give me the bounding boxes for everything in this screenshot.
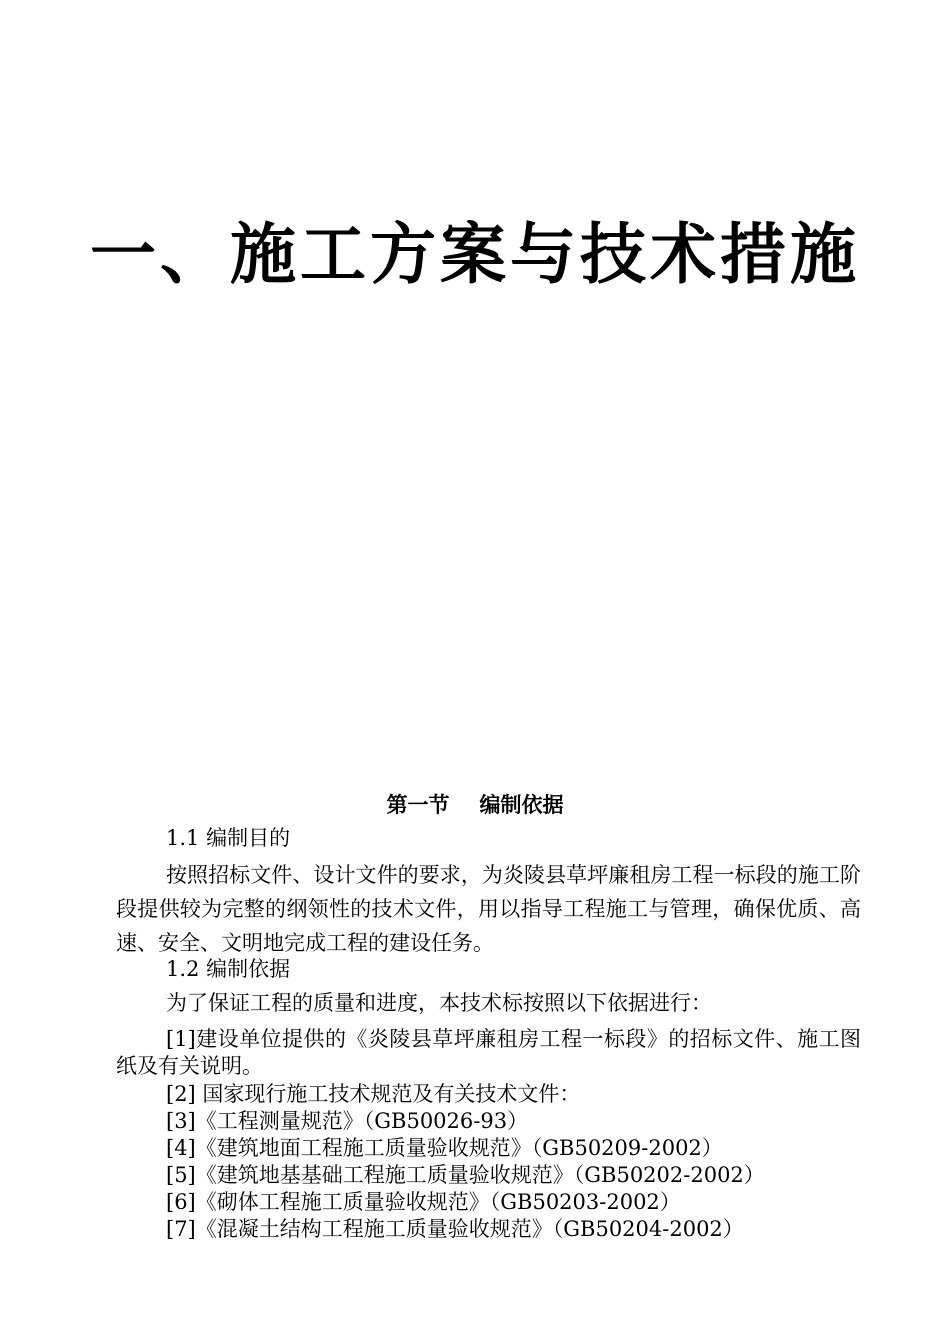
section-title: 编制依据 xyxy=(479,793,564,817)
basis-item: [4]《建筑地面工程施工质量验收规范》（GB50209-2002） xyxy=(166,1136,723,1160)
basis-intro: 为了保证工程的质量和进度，本技术标按照以下依据进行： xyxy=(166,991,712,1015)
basis-item: [3]《工程测量规范》（GB50026-93） xyxy=(166,1109,529,1133)
section-number: 第一节 xyxy=(386,793,450,817)
basis-item: [1]建设单位提供的《炎陵县草坪廉租房工程一标段》的招标文件、施工图纸及有关说明。 xyxy=(116,1027,861,1078)
purpose-paragraph: 按照招标文件、设计文件的要求，为炎陵县草坪廉租房工程一标段的施工阶段提供较为完整的纲领性的技术文件，用以指导工程施工与管理，确保优质、高速、安全、文明地完成工程的建设任务。 xyxy=(116,863,861,955)
main-title: 一、施工方案与技术措施 xyxy=(90,216,860,293)
section-heading xyxy=(0,790,950,820)
subsection-heading: 1.1 编制目的 xyxy=(166,826,291,850)
basis-item: [6]《砌体工程施工质量验收规范》（GB50203-2002） xyxy=(166,1190,681,1214)
basis-item: [2] 国家现行施工技术规范及有关技术文件： xyxy=(166,1082,581,1106)
subsection-heading: 1.2 编制依据 xyxy=(166,957,291,981)
basis-item: [7]《混凝土结构工程施工质量验收规范》（GB50204-2002） xyxy=(166,1217,744,1241)
basis-item: [5]《建筑地基基础工程施工质量验收规范》（GB50202-2002） xyxy=(166,1163,765,1187)
